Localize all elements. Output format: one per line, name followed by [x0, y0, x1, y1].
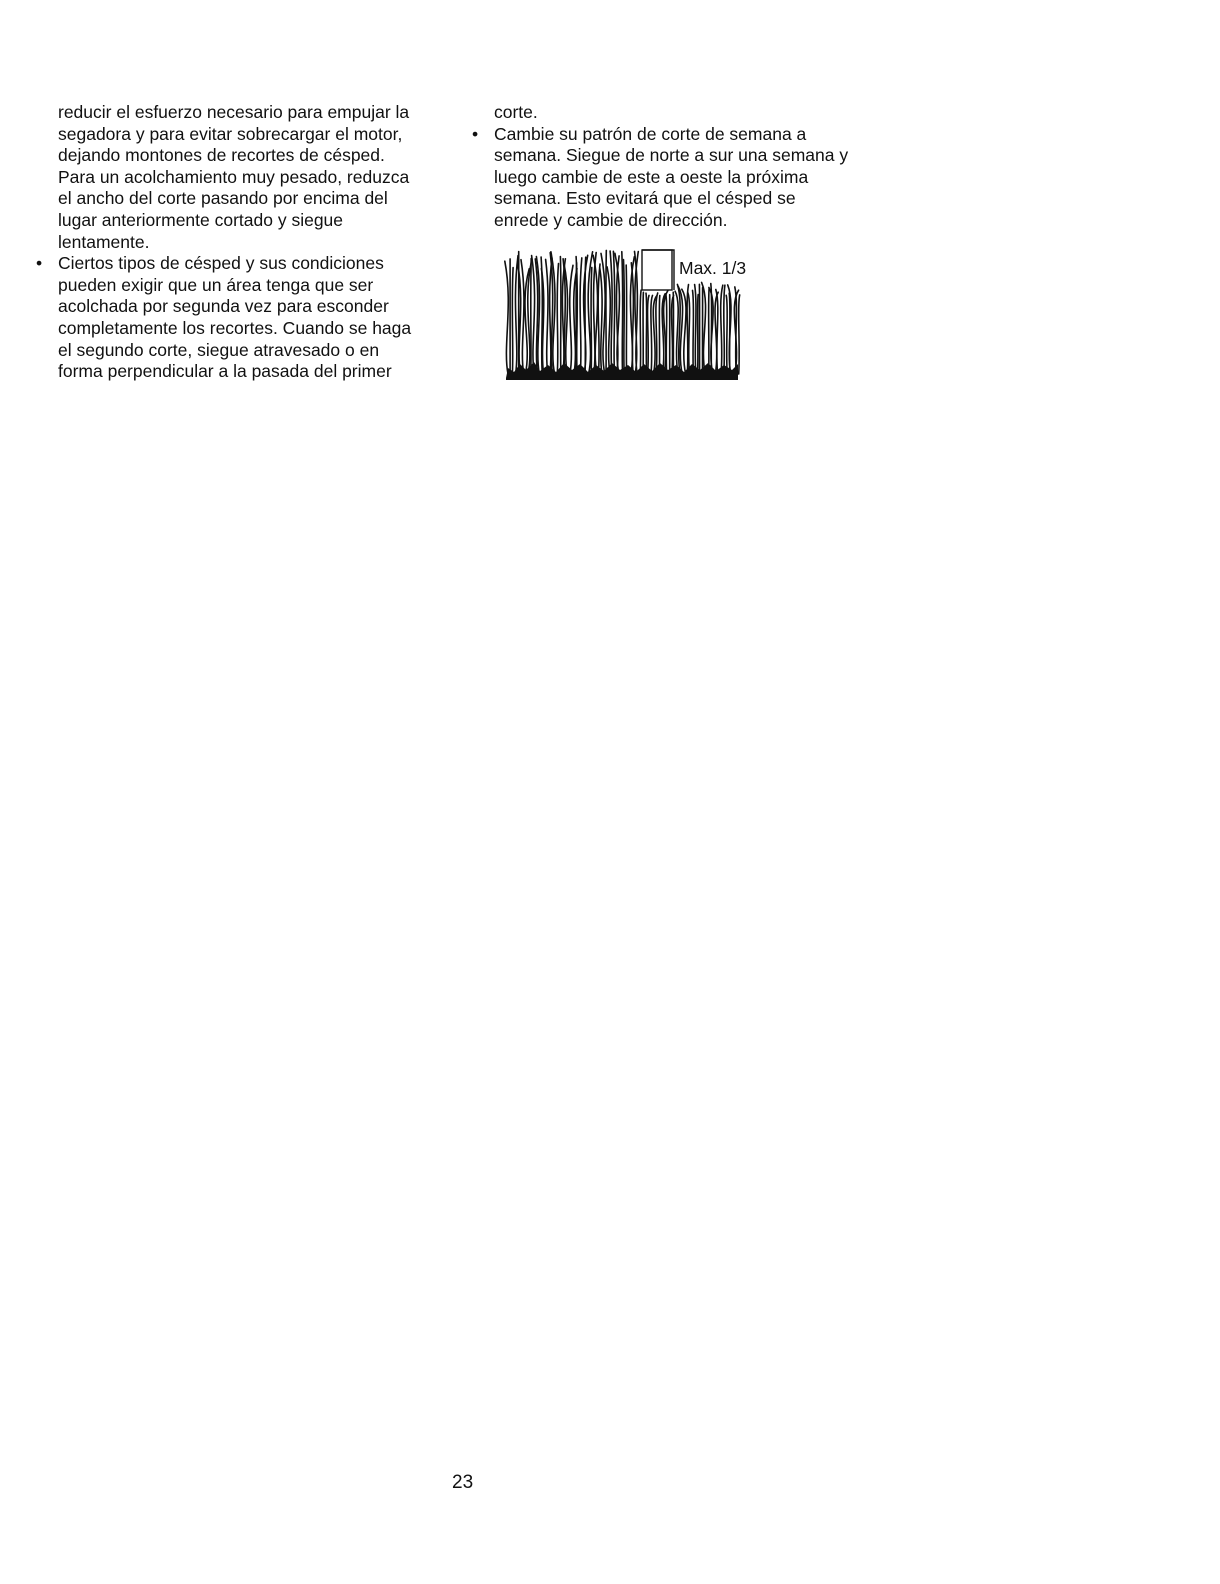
grass-blade: [739, 295, 740, 374]
grass-blade: [721, 285, 723, 374]
grass-blade: [580, 258, 582, 374]
left-para-line: reducir el esfuerzo necesario para empujar la: [58, 102, 410, 122]
grass-blade: [613, 251, 614, 374]
grass-blade: [557, 264, 558, 374]
grass-blade: [600, 267, 602, 374]
grass-blade: [640, 290, 641, 374]
grass-blade: [656, 293, 658, 374]
grass-blade: [532, 256, 535, 374]
right-column: [472, 102, 914, 232]
grass-blade: [651, 295, 653, 374]
grass-blade: [695, 285, 696, 375]
right-bullet-line: Cambie su patrón de corte de semana a: [494, 123, 807, 144]
left-para-line: lentamente.: [58, 231, 150, 252]
right-bullet-line: luego cambie de este a oeste la próxima: [494, 166, 809, 187]
grass-blade: [693, 290, 694, 374]
left-bullet-line: Ciertos tipos de césped y sus condiciones: [58, 253, 384, 274]
left-bullet-line: el segundo corte, siegue atravesado o en: [58, 339, 380, 360]
grass-blade: [624, 260, 625, 374]
right-continuation: corte.: [494, 102, 538, 122]
grass-blade: [607, 267, 610, 374]
grass-blade: [646, 293, 647, 374]
left-bullet-line: forma perpendicular a la pasada del primer: [58, 361, 392, 382]
bullet-icon: •: [36, 253, 43, 274]
grass-blade: [666, 294, 667, 374]
grass-blade: [591, 267, 592, 374]
page-number: 23: [452, 1472, 474, 1493]
left-para-line: dejando montones de recortes de césped.: [58, 145, 385, 166]
grass-blade: [512, 268, 513, 374]
left-column: [36, 102, 458, 383]
left-para-line: el ancho del corte pasando por encima del: [58, 188, 388, 209]
grass-blade: [648, 295, 649, 374]
left-para-line: lugar anteriormente cortado y siegue: [58, 209, 344, 230]
max-one-third-label: Max. 1/3: [679, 258, 747, 278]
grass-blade: [521, 260, 524, 374]
grass-blade: [698, 295, 699, 375]
grass-blade: [726, 295, 727, 374]
right-bullet-line: enrede y cambie de dirección.: [494, 209, 728, 230]
bullet-icon: •: [472, 123, 479, 144]
grass-blade: [724, 285, 725, 374]
left-bullet-item: [36, 253, 458, 275]
grass-blade: [675, 291, 678, 374]
left-para-line: segadora y para evitar sobrecargar el motor,: [58, 123, 403, 144]
grass-blade: [598, 264, 600, 374]
right-bullet-item: [472, 123, 914, 146]
grass-blade: [505, 261, 508, 374]
left-bullet-line: pueden exigir que un área tenga que ser: [58, 274, 374, 295]
right-bullet-line: semana. Siegue de norte a sur una semana y: [494, 145, 849, 166]
left-para-line: Para un acolchamiento muy pesado, reduzca: [58, 166, 410, 187]
right-bullet-line: semana. Esto evitará que el césped se: [494, 188, 796, 209]
grass-blade: [570, 265, 573, 374]
grass-blade: [622, 252, 623, 374]
left-bullet-line: completamente los recortes. Cuando se haga: [58, 317, 412, 338]
grass-blade: [560, 257, 561, 375]
left-bullet-line: acolchada por segunda vez para esconder: [58, 296, 389, 317]
grass-blade: [546, 259, 548, 374]
grass-height-figure: [504, 246, 764, 384]
grass-blade: [585, 257, 586, 374]
grass-blade: [515, 256, 518, 374]
